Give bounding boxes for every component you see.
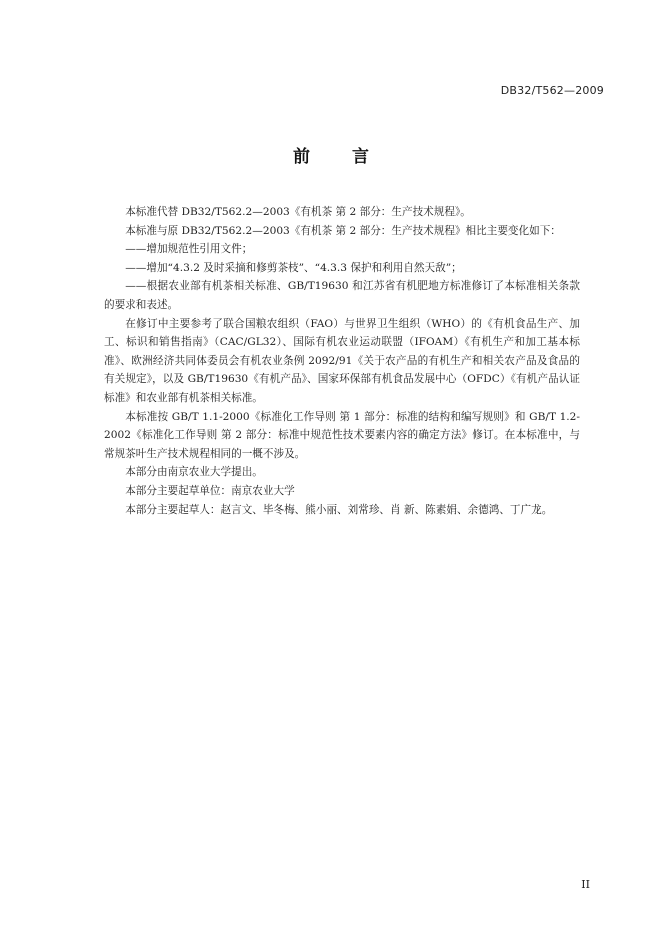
paragraph-drafting-unit: 本部分主要起草单位：南京农业大学: [125, 484, 295, 497]
paragraph-replaces: 本标准代替 DB32/T562.2—2003《有机茶 第 2 部分：生产技术规程》。: [125, 206, 471, 218]
document-code: DB32/T562—2009: [500, 84, 604, 97]
change-item: ——根据农业部有机茶相关标准、GB/T19630 和江苏省有机肥地方标准修订了本标准相关条款的要求和表述。: [104, 280, 580, 311]
paragraph-drafting-rules: 本标准按 GB/T 1.1-2000《标准化工作导则 第 1 部分：标准的结构和编写规则》和 GB/T 1.2-2002《标准化工作导则 第 2 部分：标准中规范性技术要素内容的确定方法》修订。在本标准中，与常规茶叶生产技术规程相同的一概不涉及。: [104, 410, 580, 460]
paragraph-changes-intro: 本标准与原 DB32/T562.2—2003《有机茶 第 2 部分：生产技术规程》相比主要变化如下：: [125, 224, 561, 237]
paragraph-references: 在修订中主要参考了联合国粮农组织（FAO）与世界卫生组织（WHO）的《有机食品生产、加工、标识和销售指南》（CAC/GL32）、国际有机农业运动联盟（IFOAM）《有机生产和加工基本标准》、欧洲经济共同体委员会有机农业条例 2092/91《关于农产品的有机生产和相关农产品及食品的有关规定》，以及 GB/T19630《有机产品》、国家环保部有机食品发展中心（OFDC）《有机产品认证标准》和农业部有机茶相关标准。: [104, 317, 580, 404]
page-number: II: [581, 878, 590, 891]
page-title: 前 言: [293, 147, 387, 167]
paragraph-proposer: 本部分由南京农业大学提出。: [125, 466, 263, 479]
foreword-body: [104, 203, 580, 519]
change-item: ——增加“4.3.2 及时采摘和修剪茶枝”、“4.3.3 保护和利用自然天敌”；: [125, 261, 462, 274]
paragraph-drafters: 本部分主要起草人：赵言文、毕冬梅、熊小丽、刘常珍、肖 新、陈素娟、余德鸿、丁广龙。: [125, 503, 553, 516]
change-item: ——增加规范性引用文件；: [125, 243, 253, 256]
